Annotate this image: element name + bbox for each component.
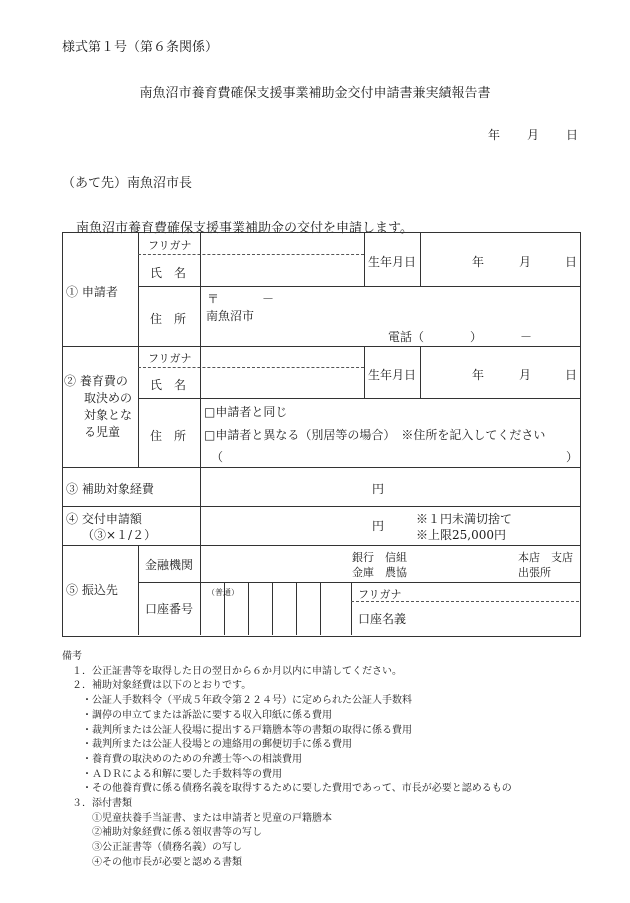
document-title: 南魚沼市養育費確保支援事業補助金交付申請書兼実績報告書 xyxy=(139,86,491,101)
note-line: ・裁判所または公証人役場との連絡用の郵便切手に係る費用 xyxy=(62,739,352,751)
applicant-birth-month: 月 xyxy=(519,255,532,269)
applicant-birth-label: 生年月日 xyxy=(368,255,417,269)
date-year-label: 年 xyxy=(488,128,501,142)
note-line: ２．補助対象経費は以下のとおりです。 xyxy=(62,680,252,692)
child-section-label: ② 養育費の 取決めの 対象とな る児童 xyxy=(64,374,133,439)
child-birth-year: 年 xyxy=(472,368,485,382)
note-line: ・調停の申立てまたは訴訟に要する収入印紙に係る費用 xyxy=(62,709,332,721)
cap-note: ※上限25,000円 xyxy=(416,528,506,542)
applicant-birth-year: 年 xyxy=(472,255,485,269)
child-birth-day: 日 xyxy=(565,368,578,382)
branch-types-line2: 出張所 xyxy=(518,566,551,579)
bank-types-line1: 銀行 信組 xyxy=(352,551,407,564)
request-amount-unit: 円 xyxy=(372,519,385,533)
child-birth-month: 月 xyxy=(519,368,532,382)
expense-label: ③ 補助対象経費 xyxy=(66,482,154,496)
request-amount-label: ④ 交付申請額 xyxy=(66,512,142,526)
note-line: ・裁判所または公証人役場に提出する戸籍謄本等の書類の取得に係る費用 xyxy=(62,724,412,736)
postal-mark: 〒 xyxy=(207,292,220,306)
note-line: １．公正証書等を取得した日の翌日から６か月以内に申請してください。 xyxy=(62,665,402,677)
form-number: 様式第１号（第６条関係） xyxy=(62,40,219,55)
notes-heading: 備考 xyxy=(62,651,82,662)
child-address-label: 住 所 xyxy=(150,429,187,443)
phone-close: ） xyxy=(470,330,483,344)
bank-types-line2: 金庫 農協 xyxy=(352,566,407,579)
bank-label: 金融機関 xyxy=(145,558,194,572)
transfer-section-label: ⑤ 振込先 xyxy=(66,583,118,597)
note-line: ・その他養育費に係る債務名義を取得するために要した費用であって、市長が必要と認めるもの xyxy=(62,783,512,795)
applicant-section-label: ① 申請者 xyxy=(66,285,118,299)
notes-section xyxy=(62,650,512,871)
applicant-furigana-label: フリガナ xyxy=(148,239,192,252)
different-address-checkbox[interactable]: □申請者と異なる（別居等の場合） ※住所を記入してください xyxy=(204,428,546,442)
date-day-label: 日 xyxy=(566,128,579,142)
phone-dash: － xyxy=(520,330,533,344)
account-type: （普通） xyxy=(207,588,239,597)
note-line: ３．添付書類 xyxy=(62,798,132,810)
account-number-label: 口座番号 xyxy=(145,602,194,616)
applicant-city: 南魚沼市 xyxy=(206,309,255,323)
intro-statement: 南魚沼市養育費確保支援事業補助金の交付を申請します。 xyxy=(76,221,413,236)
child-furigana-label: フリガナ xyxy=(148,352,192,365)
phone-label: 電話（ xyxy=(388,330,425,344)
note-line: ・養育費の取決めのための弁護士等への相談費用 xyxy=(62,753,302,765)
note-line: ①児童扶養手当証書、または申請者と児童の戸籍謄本 xyxy=(62,812,332,824)
note-line: ③公正証書等（債務名義）の写し xyxy=(62,842,242,854)
branch-types-line1: 本店 支店 xyxy=(518,551,573,564)
same-as-applicant-checkbox[interactable]: □申請者と同じ xyxy=(204,405,288,419)
applicant-birth-day: 日 xyxy=(565,255,578,269)
applicant-name-label: 氏 名 xyxy=(150,266,187,280)
child-birth-label: 生年月日 xyxy=(368,368,417,382)
child-name-label: 氏 名 xyxy=(150,378,187,392)
applicant-address-label: 住 所 xyxy=(150,312,187,326)
child-address-paren-close: ） xyxy=(566,450,579,464)
note-line: ・公証人手数料令（平成５年政令第２２４号）に定められた公証人手数料 xyxy=(62,695,412,707)
expense-unit: 円 xyxy=(372,482,385,496)
child-address-paren-open: （ xyxy=(211,450,224,464)
note-line: ②補助対象経費に係る領収書等の写し xyxy=(62,827,262,839)
note-line: ・ＡＤＲによる和解に要した手数料等の費用 xyxy=(62,768,282,780)
account-name-label: 口座名義 xyxy=(358,612,407,626)
account-furigana-label: フリガナ xyxy=(358,588,402,601)
postal-dash: － xyxy=(262,292,275,306)
request-amount-formula: （③×１/２） xyxy=(82,528,157,542)
date-month-label: 月 xyxy=(527,128,540,142)
addressee: （あて先）南魚沼市長 xyxy=(62,176,193,191)
rounding-note: ※１円未満切捨て xyxy=(416,512,513,526)
note-line: ④その他市長が必要と認める書類 xyxy=(62,856,242,868)
